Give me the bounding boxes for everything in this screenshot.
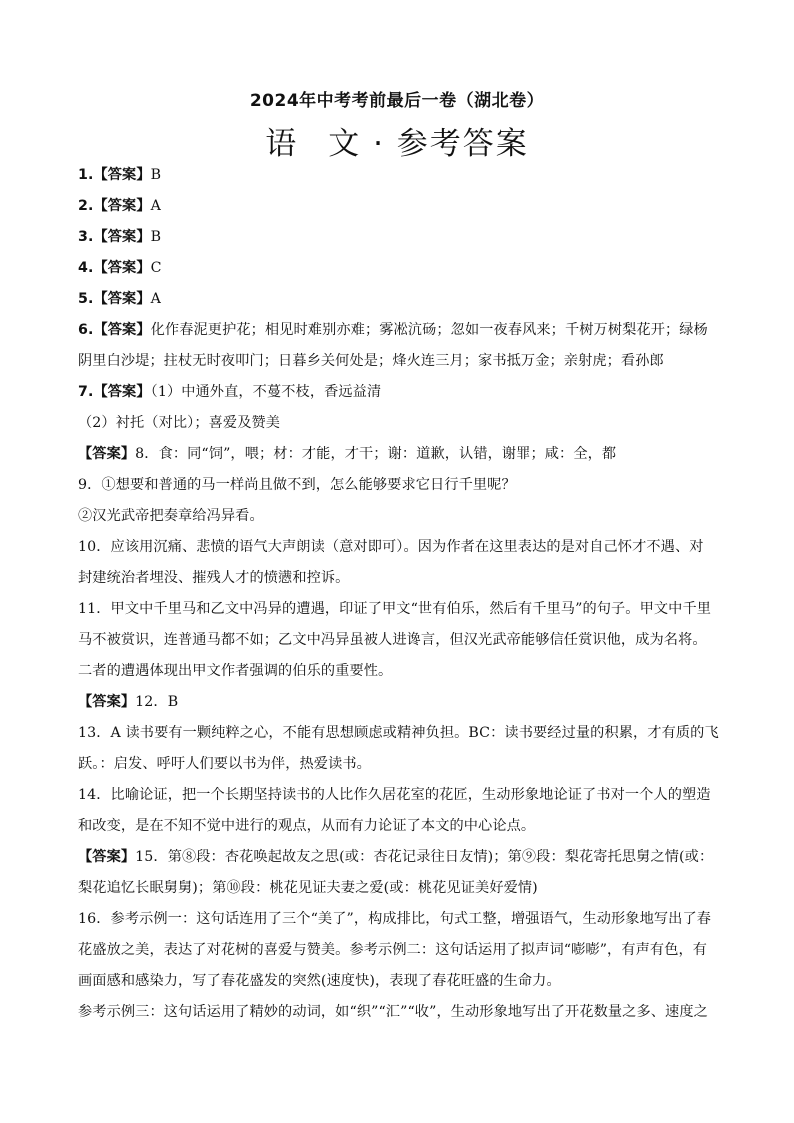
- answer-text: 马不被赏识，连普通马都不如；乙文中冯异虽被人进谗言，但汉光武帝能够信任赏识他，成为名将。: [78, 632, 707, 648]
- answer-text: （2）衬托（对比）；喜爱及赞美: [78, 415, 281, 431]
- answer-text: 12．B: [135, 694, 179, 710]
- question-number: 7.: [78, 384, 94, 400]
- answer-text: 画面感和感染力，写了春花盛发的突然(速度快)，表现了春花旺盛的生命力。: [78, 973, 561, 989]
- title-right: 文 · 参考答案: [328, 126, 529, 162]
- answer-line: [78, 439, 728, 470]
- answer-line: [78, 997, 728, 1028]
- answer-text: 花盛放之美，表达了对花树的喜爱与赞美。参考示例二：这句话运用了拟声词“嘭嘭”，有声有色，有: [78, 942, 708, 958]
- answer-text: 14．比喻论证，把一个长期坚持读书的人比作久居花室的花匠，生动形象地论证了书对一个人的塑造: [78, 787, 711, 803]
- answer-line: [78, 904, 728, 935]
- answer-tag: 【答案】: [93, 322, 151, 338]
- answer-line: [78, 594, 728, 625]
- answer-tag: 【答案】: [93, 384, 151, 400]
- answer-line: [78, 377, 728, 408]
- answer-text: ②汉光武帝把奏章给冯异看。: [78, 508, 264, 524]
- answer-line: [78, 315, 728, 346]
- answer-text: B: [150, 229, 162, 245]
- answer-text: 9．①想要和普通的马一样尚且做不到，怎么能够要求它日行千里呢？: [78, 477, 516, 493]
- question-number: 4.: [78, 260, 94, 276]
- answer-line: [78, 625, 728, 656]
- answer-tag: 【答案】: [93, 229, 151, 245]
- answer-tag: 【答案】: [93, 167, 151, 183]
- answer-tag: 【答案】: [93, 198, 151, 214]
- answer-text: 15．第⑧段：杏花唤起故友之思(或：杏花记录往日友情)；第⑨段：梨花寄托思舅之情(或：: [135, 849, 714, 865]
- answer-line: [78, 191, 728, 222]
- answer-line: [78, 501, 728, 532]
- answer-text: 阴里白沙堤；拄杖无时夜叩门；日暮乡关何处是；烽火连三月；家书抵万金；亲射虎；看孙郎: [78, 353, 664, 369]
- answer-line: [78, 253, 728, 284]
- answer-line: [78, 408, 728, 439]
- answer-tag: 【答案】: [93, 291, 151, 307]
- title-left: 语: [265, 126, 299, 162]
- answer-text: A: [150, 291, 161, 307]
- answer-line: [78, 687, 728, 718]
- answer-line: [78, 284, 728, 315]
- exam-subtitle: 2024年中考考前最后一卷（湖北卷）: [249, 91, 545, 111]
- answer-line: [78, 749, 728, 780]
- answer-text: 跃。：启发、呼吁人们要以书为伴，热爱读书。: [78, 756, 371, 772]
- answer-line: [78, 935, 728, 966]
- answer-line: [78, 780, 728, 811]
- answer-text: 和改变，是在不知不觉中进行的观点，从而有力论证了本文的中心论点。: [78, 818, 536, 834]
- answer-text: （1）中通外直，不蔓不枝，香远益清: [150, 384, 382, 400]
- answer-line: [78, 160, 728, 191]
- question-number: 1.: [78, 167, 94, 183]
- answer-text: 化作春泥更护花；相见时难别亦难；雾凇沆砀；忽如一夜春风来；千树万树梨花开；绿杨: [150, 322, 708, 338]
- page-title: [0, 118, 794, 163]
- answer-line: [78, 966, 728, 997]
- question-number: 2.: [78, 198, 94, 214]
- answer-text: 封建统治者埋没、摧残人才的愤懑和控诉。: [78, 570, 350, 586]
- question-number: 5.: [78, 291, 94, 307]
- answer-text: 11．甲文中千里马和乙文中冯异的遭遇，印证了甲文“世有伯乐，然后有千里马”的句子。甲文中千里: [78, 601, 712, 617]
- answer-line: [78, 563, 728, 594]
- answer-tag: 【答案】: [78, 694, 136, 710]
- question-number: 3.: [78, 229, 94, 245]
- answer-text: 8．食：同“饲”，喂；材：才能，才干；谢：道歉，认错，谢罪；咸：全，都: [135, 446, 617, 462]
- answer-line: [78, 842, 728, 873]
- answer-text: 参考示例三：这句话运用了精妙的动词，如“织”“汇”“收”，生动形象地写出了开花数量之多、速度之: [78, 1004, 708, 1020]
- answer-text: A: [150, 198, 161, 214]
- answer-line: [78, 873, 728, 904]
- answer-tag: 【答案】: [93, 260, 151, 276]
- answer-line: [78, 718, 728, 749]
- answer-text: 13．A 读书要有一颗纯粹之心，不能有思想顾虑或精神负担。BC：读书要经过量的积累，才有质的飞: [78, 725, 719, 741]
- answer-line: [78, 656, 728, 687]
- answer-tag: 【答案】: [78, 849, 136, 865]
- answer-tag: 【答案】: [78, 446, 136, 462]
- answer-line: [78, 222, 728, 253]
- answer-line: [78, 470, 728, 501]
- answer-text: C: [150, 260, 162, 276]
- answer-text: 二者的遭遇体现出甲文作者强调的伯乐的重要性。: [78, 663, 393, 679]
- answer-line: [78, 532, 728, 563]
- answer-text: 16．参考示例一：这句话连用了三个“美了”，构成排比，句式工整，增强语气，生动形象地写出了春: [78, 911, 712, 927]
- answer-line: [78, 346, 728, 377]
- answer-line: [78, 811, 728, 842]
- answer-list: [78, 160, 728, 1028]
- answer-text: 梨花追忆长眠舅舅)；第⑩段：桃花见证夫妻之爱(或：桃花见证美好爱情): [78, 880, 538, 896]
- answer-text: 10．应该用沉痛、悲愤的语气大声朗读（意对即可）。因为作者在这里表达的是对自己怀才不遇、对: [78, 539, 704, 555]
- question-number: 6.: [78, 322, 94, 338]
- answer-text: B: [150, 167, 162, 183]
